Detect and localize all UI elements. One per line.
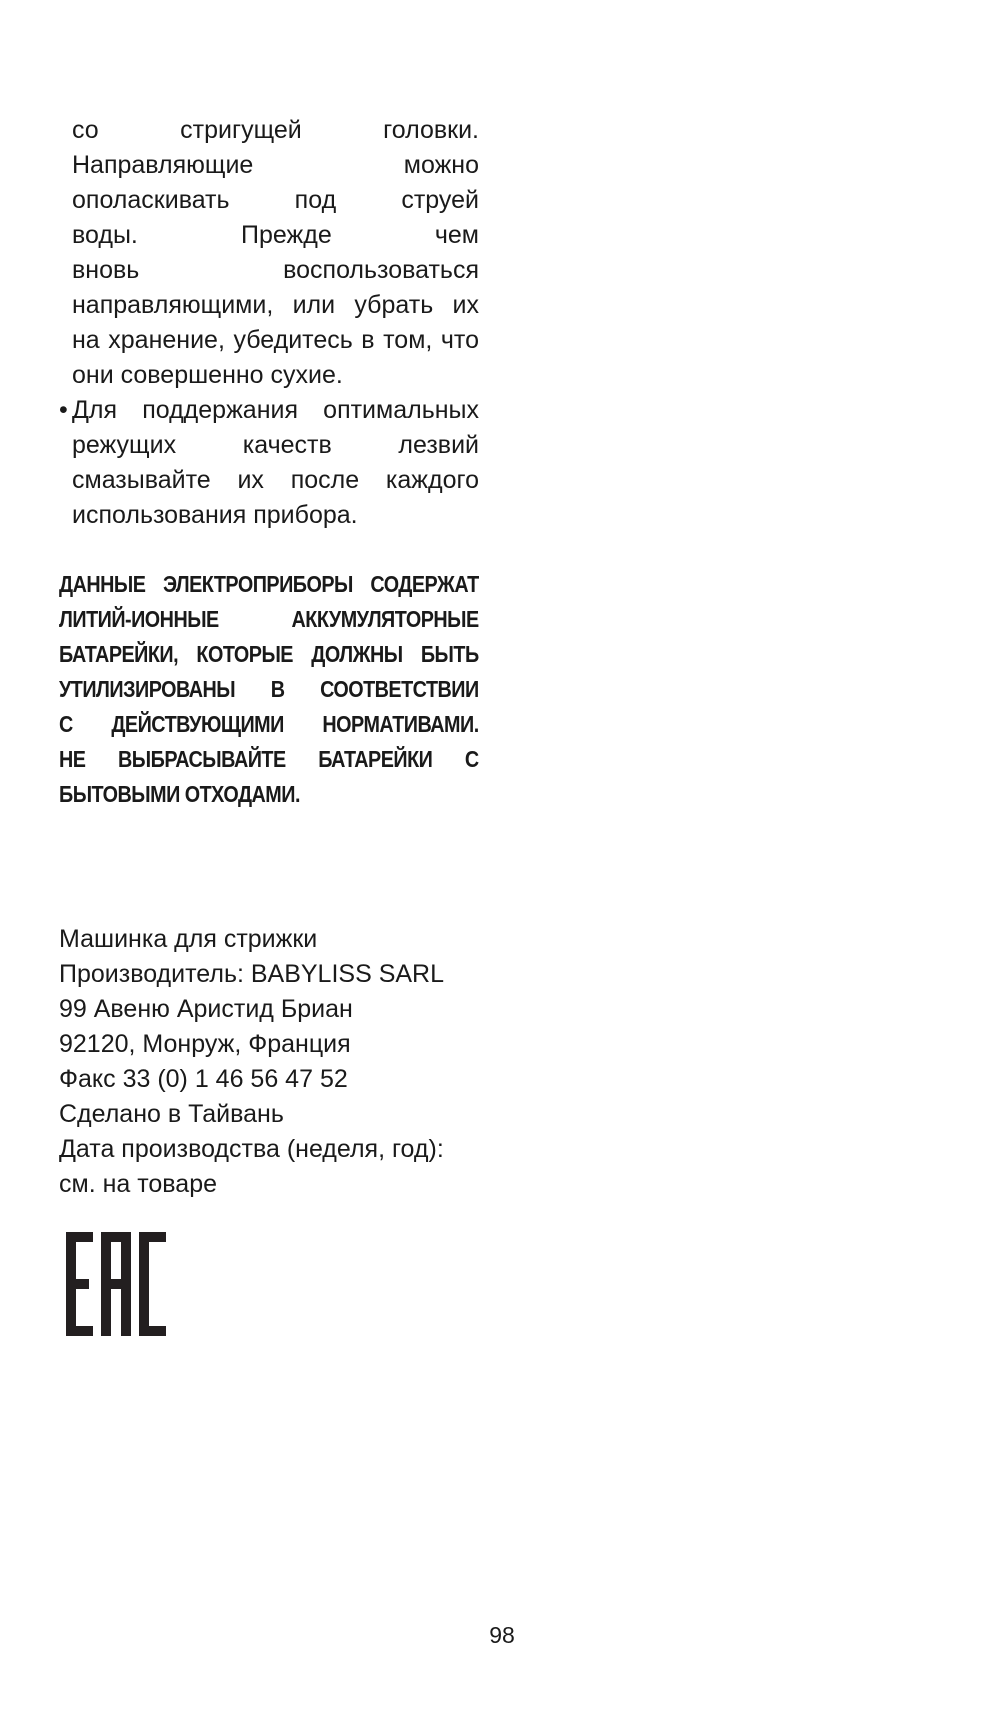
paragraph-line: на хранение, убедитесь в том, что [72, 326, 479, 354]
address-street: 99 Авеню Аристид Бриан [59, 995, 353, 1023]
product-name: Машинка для стрижки [59, 925, 318, 953]
bullet-line: использования прибора. [72, 501, 358, 529]
address-city: 92120, Монруж, Франция [59, 1030, 351, 1058]
bullet-line: режущих качеств лезвий [72, 431, 479, 459]
product-info [59, 922, 559, 1202]
bullet-text [72, 393, 479, 533]
production-date-label: Дата производства (неделя, год): [59, 1135, 444, 1163]
paragraph-line: они совершенно сухие. [72, 361, 343, 389]
eac-mark-icon [66, 1232, 166, 1336]
continuation-paragraph [72, 113, 479, 393]
bullet-marker: • [59, 396, 68, 424]
paragraph-line: воды. Прежде чем [72, 221, 479, 249]
bullet-line: Для поддержания оптимальных [72, 396, 479, 424]
warning-line: УТИЛИЗИРОВАНЫ В СООТВЕТСТВИИ [59, 676, 479, 702]
manufacturer: Производитель: BABYLISS SARL [59, 960, 445, 988]
fax: Факс 33 (0) 1 46 56 47 52 [59, 1065, 348, 1093]
paragraph-line: Направляющие можно [72, 151, 479, 179]
warning-line: С ДЕЙСТВУЮЩИМИ НОРМАТИВАМИ. [59, 711, 479, 737]
production-date-value: см. на товаре [59, 1170, 218, 1198]
paragraph-line: вновь воспользоваться [72, 256, 479, 284]
warning-line: ЛИТИЙ-ИОННЫЕ АККУМУЛЯТОРНЫЕ [59, 606, 479, 632]
page-number: 98 [489, 1622, 515, 1648]
paragraph-line: направляющими, или убрать их [72, 291, 479, 319]
warning-line: НЕ ВЫБРАСЫВАЙТЕ БАТАРЕЙКИ С [59, 746, 479, 772]
made-in: Сделано в Тайвань [59, 1100, 284, 1128]
paragraph-line: ополаскивать под струей [72, 186, 479, 214]
warning-line: БАТАРЕЙКИ, КОТОРЫЕ ДОЛЖНЫ БЫТЬ [59, 641, 479, 667]
bullet-line: смазывайте их после каждого [72, 466, 479, 494]
battery-warning [59, 567, 479, 812]
warning-line: ДАННЫЕ ЭЛЕКТРОПРИБОРЫ СОДЕРЖАТ [59, 571, 479, 597]
warning-line: БЫТОВЫМИ ОТХОДАМИ. [59, 781, 300, 807]
paragraph-line: со стригущей головки. [72, 116, 479, 144]
